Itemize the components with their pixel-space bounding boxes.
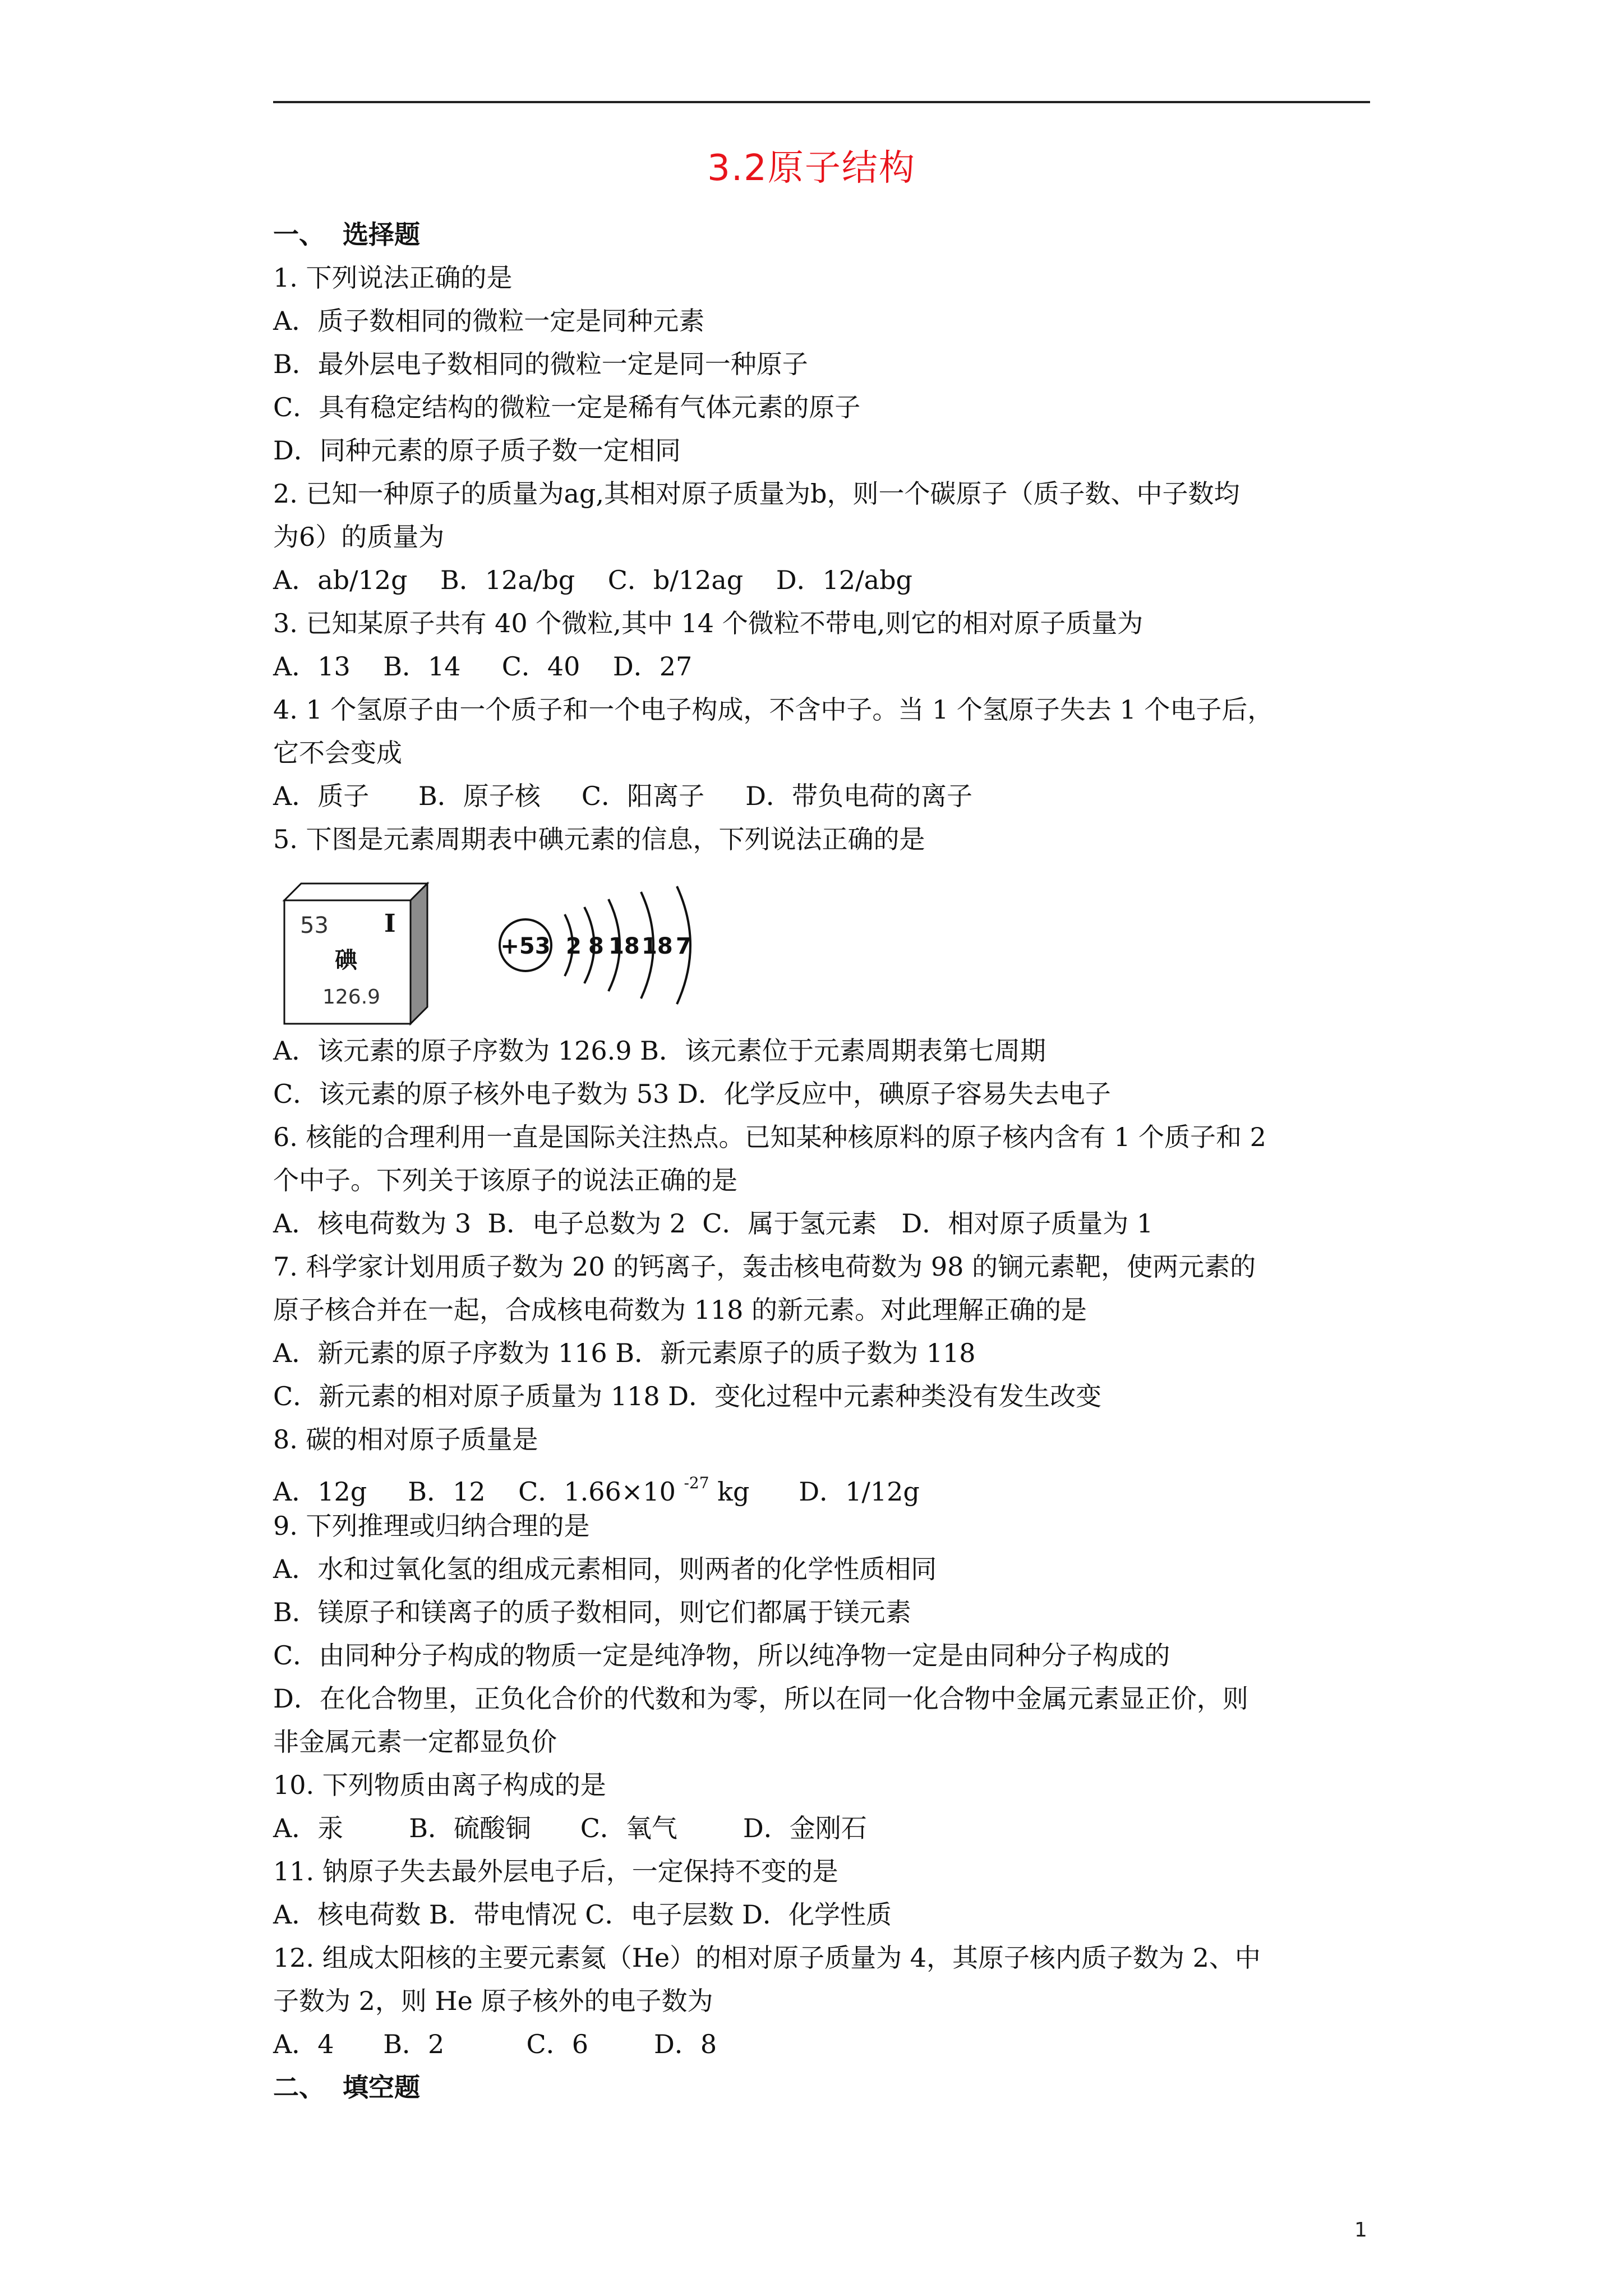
option-line: A．质子数相同的微粒一定是同种元素 (273, 306, 705, 336)
option-line: A．该元素的原子序数为 126.9 B．该元素位于元素周期表第七周期 (273, 1036, 1046, 1066)
question-stem: 5. 下图是元素周期表中碘元素的信息，下列说法正确的是 (273, 824, 925, 854)
page-title: 3.2原子结构 (707, 148, 916, 189)
question-stem: 2. 已知一种原子的质量为ag,其相对原子质量为b，则一个碳原子（质子数、中子数均 (273, 478, 1240, 509)
option-line: A．新元素的原子序数为 116 B．新元素原子的质子数为 118 (273, 1338, 976, 1368)
iodine-figure (273, 861, 1370, 1029)
page-number: 1 (1354, 2219, 1367, 2242)
shell-count: 18 (642, 933, 673, 959)
option-line: A．4 B．2 C．6 D．8 (273, 2029, 717, 2059)
option-line: D．同种元素的原子质子数一定相同 (273, 435, 681, 466)
question-stem: 它不会变成 (273, 738, 402, 768)
question-stem: 为6）的质量为 (273, 522, 445, 552)
shell-count: 18 (608, 933, 640, 959)
atomic-number: 53 (300, 913, 329, 938)
option-line: D．在化合物里，正负化合价的代数和为零，所以在同一化合物中金属元素显正价，则 (273, 1683, 1248, 1714)
option-line: C．具有稳定结构的微粒一定是稀有气体元素的原子 (273, 392, 861, 422)
option-line: A．ab/12g B．12a/bg C．b/12ag D．12/abg (273, 565, 912, 595)
question-stem: 10. 下列物质由离子构成的是 (273, 1770, 606, 1800)
question-stem: 1. 下列说法正确的是 (273, 263, 513, 293)
option-text: A．12g B．12 C．1.66×10 (273, 1476, 684, 1507)
option-line: A．13 B．14 C．40 D．27 (273, 651, 693, 682)
header-rule (273, 101, 1370, 103)
option-line: C．由同种分子构成的物质一定是纯净物，所以纯净物一定是由同种分子构成的 (273, 1640, 1170, 1671)
section-heading: 一、 选择题 (273, 219, 421, 250)
question-stem: 6. 核能的合理利用一直是国际关注热点。已知某种核原料的原子核内含有 1 个质子和 2 (273, 1122, 1266, 1152)
exponent: -27 (684, 1474, 709, 1492)
option-text: kg D．1/12g (709, 1476, 920, 1507)
question-stem: 12. 组成太阳核的主要元素氦（He）的相对原子质量为 4，其原子核内质子数为 2、中 (273, 1943, 1261, 1973)
question-stem: 9. 下列推理或归纳合理的是 (273, 1511, 590, 1541)
option-line: A．核电荷数 B．带电情况 C．电子层数 D．化学性质 (273, 1899, 892, 1930)
nucleus-charge: +53 (500, 933, 551, 959)
atomic-mass: 126.9 (322, 986, 381, 1009)
iodine-element-figure (273, 861, 778, 1029)
question-stem: 原子核合并在一起，合成核电荷数为 118 的新元素。对此理解正确的是 (273, 1295, 1087, 1325)
document-body (273, 213, 1370, 2109)
option-line: B．镁原子和镁离子的质子数相同，则它们都属于镁元素 (273, 1597, 911, 1627)
question-stem: 11. 钠原子失去最外层电子后，一定保持不变的是 (273, 1856, 838, 1887)
option-line (273, 1461, 1370, 1507)
question-stem: 个中子。下列关于该原子的说法正确的是 (273, 1165, 737, 1195)
question-stem: 4. 1 个氢原子由一个质子和一个电子构成，不含中子。当 1 个氢原子失去 1 个电子后， (273, 694, 1274, 725)
option-line: A．汞 B．硫酸铜 C．氧气 D．金刚石 (273, 1813, 867, 1843)
section-heading: 二、 填空题 (273, 2072, 421, 2102)
question-stem: 8. 碳的相对原子质量是 (273, 1424, 538, 1455)
option-line: C．新元素的相对原子质量为 118 D．变化过程中元素种类没有发生改变 (273, 1381, 1102, 1411)
option-line: B．最外层电子数相同的微粒一定是同一种原子 (273, 349, 808, 379)
element-name: 碘 (335, 947, 357, 973)
option-line: A．核电荷数为 3 B．电子总数为 2 C．属于氢元素 D．相对原子质量为 1 (273, 1208, 1154, 1239)
shell-count: 7 (676, 933, 691, 959)
question-stem: 子数为 2，则 He 原子核外的电子数为 (273, 1986, 713, 2016)
option-line: 非金属元素一定都显负价 (273, 1727, 557, 1757)
option-line: A．质子 B．原子核 C．阳离子 D．带负电荷的离子 (273, 781, 973, 811)
option-line: A．水和过氧化氢的组成元素相同，则两者的化学性质相同 (273, 1554, 937, 1584)
shell-count: 2 (566, 933, 582, 959)
element-symbol: I (384, 909, 396, 938)
question-stem: 7. 科学家计划用质子数为 20 的钙离子，轰击核电荷数为 98 的锎元素靶，使两元素的 (273, 1251, 1256, 1282)
shell-count: 8 (588, 933, 604, 959)
option-line: C．该元素的原子核外电子数为 53 D．化学反应中，碘原子容易失去电子 (273, 1079, 1111, 1109)
question-stem: 3. 已知某原子共有 40 个微粒,其中 14 个微粒不带电,则它的相对原子质量为 (273, 608, 1144, 638)
